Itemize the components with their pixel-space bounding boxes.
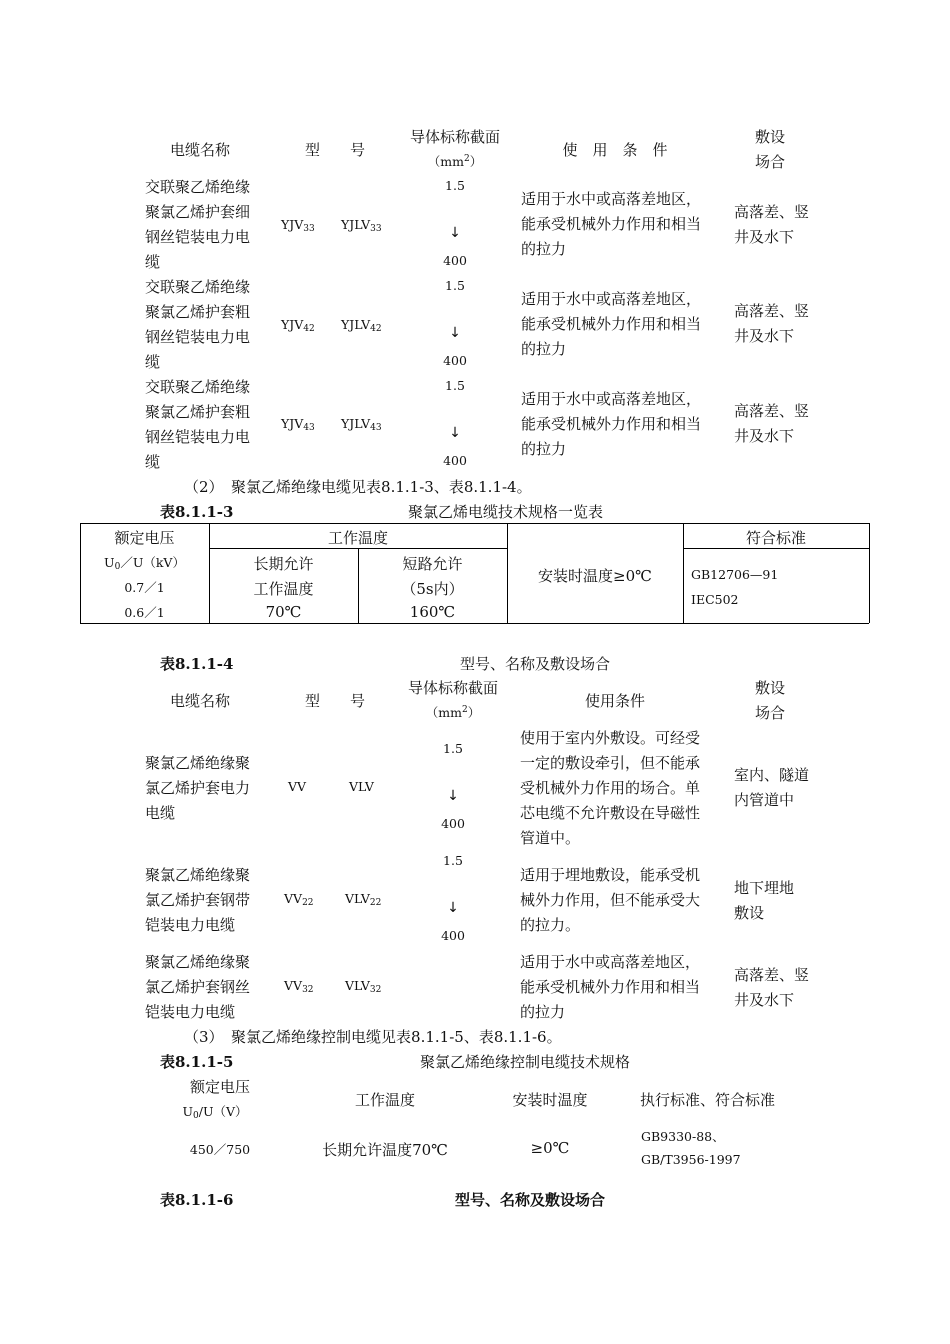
work-temp-header: 工作温度: [354, 1091, 415, 1109]
cable-name-line: 缆: [145, 453, 161, 471]
section-max: 400: [443, 253, 467, 268]
table-border-bottom: [80, 623, 869, 624]
install-temp-value: ≥0℃: [530, 1139, 570, 1157]
section-max: 400: [443, 353, 467, 368]
cable-name-line: 聚氯乙烯绝缘聚: [145, 866, 251, 884]
col-header-place-1: 敷设: [754, 679, 785, 697]
cable-name-line: 聚氯乙烯绝缘聚: [145, 754, 251, 772]
col-header-place-1: 敷设: [754, 128, 785, 146]
place-line: 高落差、竖: [734, 203, 810, 221]
condition-line: 械外力作用，但不能承受大: [520, 891, 701, 909]
table-label-813: 表8.1.1-3: [160, 503, 234, 521]
model-cu: $VV_{32}$: [284, 978, 314, 995]
section-max: 400: [441, 928, 465, 943]
cable-name-line: 交联聚乙烯绝缘: [145, 378, 251, 396]
section-max: 400: [441, 816, 465, 831]
cable-name-line: 交联聚乙烯绝缘: [145, 178, 251, 196]
model-cu: $YJV_{43}$: [281, 416, 315, 433]
cable-name-line: 聚氯乙烯绝缘聚: [145, 953, 251, 971]
work-temp-value: 长期允许温度70℃: [322, 1141, 448, 1159]
section-min: 1.5: [445, 178, 465, 193]
model-al: $YJLV_{42}$: [341, 317, 382, 334]
col-header-name: 电缆名称: [169, 692, 230, 710]
condition-line: 适用于水中或高落差地区，: [520, 953, 701, 971]
condition-line: 芯电缆不允许敷设在导磁性: [520, 804, 701, 822]
col-header-section: 导体标称截面: [407, 679, 498, 697]
condition-line: 的拉力: [521, 240, 567, 258]
table-label-816: 表8.1.1-6: [160, 1191, 234, 1209]
table-border-right: [869, 523, 870, 623]
table-title-814: 型号、名称及敷设场合: [460, 655, 611, 673]
cable-name-line: 聚氯乙烯护套粗: [145, 303, 251, 321]
standard-value: GB12706—91: [691, 567, 779, 582]
col-header-place-2: 场合: [754, 704, 785, 722]
section-min: 1.5: [445, 278, 465, 293]
standard-value: IEC502: [691, 592, 739, 607]
condition-line: 受机械外力作用的场合。单: [520, 779, 701, 797]
place-line: 高落差、竖: [734, 302, 810, 320]
model-al: $VLV_{22}$: [345, 891, 382, 908]
condition-line: 适用于水中或高落差地区，: [521, 290, 702, 308]
condition-line: 能承受机械外力作用和相当: [521, 315, 702, 333]
cable-name-line: 电缆: [145, 804, 176, 822]
section-min: 1.5: [443, 741, 463, 756]
range-arrow-icon: ↓: [447, 788, 459, 804]
voltage-value: 0.6／1: [124, 605, 165, 620]
voltage-unit: $U_0/U(kV)$: [104, 555, 185, 572]
place-line: 敷设: [734, 904, 765, 922]
cable-name-line: 钢丝铠装电力电: [145, 228, 251, 246]
table-label-815: 表8.1.1-5: [160, 1053, 234, 1071]
condition-line: 管道中。: [520, 829, 581, 847]
cable-name-line: 铠装电力电缆: [145, 1003, 236, 1021]
col-header-section: 导体标称截面: [409, 128, 500, 146]
cable-name-line: 聚氯乙烯护套粗: [145, 403, 251, 421]
standard-header: 符合标准: [745, 529, 806, 547]
range-arrow-icon: ↓: [449, 325, 461, 341]
table-title-813: 聚氯乙烯电缆技术规格一览表: [408, 503, 604, 521]
condition-line: 能承受机械外力作用和相当: [520, 978, 701, 996]
voltage-header: 额定电压: [114, 529, 175, 547]
place-line: 内管道中: [734, 791, 795, 809]
condition-line: 的拉力: [520, 1003, 566, 1021]
model-al: $VLV_{32}$: [345, 978, 382, 995]
model-cu: $YJV_{42}$: [281, 317, 315, 334]
standard-value: GB/T3956-1997: [641, 1152, 741, 1167]
long-term-value: 70℃: [265, 603, 302, 621]
col-header-section-unit: $(mm^2)$: [425, 705, 481, 720]
condition-line: 的拉力。: [520, 916, 581, 934]
col-header-conditions: 使用条件: [584, 692, 645, 710]
cable-name-line: 氯乙烯护套钢丝: [145, 978, 251, 996]
range-arrow-icon: ↓: [449, 225, 461, 241]
note-2: （2） 聚氯乙烯绝缘电缆见表8.1.1-3、表8.1.1-4。: [184, 478, 532, 496]
condition-line: 适用于水中或高落差地区，: [521, 390, 702, 408]
model-al: $YJLV_{33}$: [341, 217, 382, 234]
condition-line: 的拉力: [521, 340, 567, 358]
work-temp-header: 工作温度: [327, 529, 388, 547]
voltage-unit: $U_0/U(V)$: [182, 1104, 248, 1121]
section-max: 400: [443, 453, 467, 468]
place-line: 井及水下: [734, 228, 795, 246]
cable-name-line: 钢丝铠装电力电: [145, 328, 251, 346]
section-min: 1.5: [445, 378, 465, 393]
place-line: 高落差、竖: [734, 966, 810, 984]
range-arrow-icon: ↓: [447, 900, 459, 916]
voltage-value: 450／750: [189, 1142, 251, 1157]
place-line: 高落差、竖: [734, 402, 810, 420]
cable-name-line: 缆: [145, 353, 161, 371]
condition-line: 一定的敷设牵引，但不能承: [520, 754, 701, 772]
cable-name-line: 聚氯乙烯护套细: [145, 203, 251, 221]
place-line: 室内、隧道: [734, 766, 810, 784]
short-circuit-label: （5s内）: [401, 580, 464, 598]
install-temp: 安装时温度≥0℃: [538, 567, 652, 585]
col-header-model: 型 号: [304, 141, 365, 159]
col-header-model: 型 号: [304, 692, 365, 710]
col-header-name: 电缆名称: [169, 141, 230, 159]
condition-line: 使用于室内外敷设。可经受: [520, 729, 701, 747]
condition-line: 适用于水中或高落差地区，: [521, 190, 702, 208]
col-header-place-2: 场合: [754, 153, 785, 171]
short-circuit-label: 短路允许: [402, 555, 463, 573]
table-rule: [683, 548, 869, 549]
range-arrow-icon: ↓: [449, 425, 461, 441]
model-cu: $YJV_{33}$: [281, 217, 315, 234]
place-line: 井及水下: [734, 327, 795, 345]
section-min: 1.5: [443, 853, 463, 868]
model-cu: $VV_{22}$: [284, 891, 314, 908]
condition-line: 适用于埋地敷设，能承受机: [520, 866, 701, 884]
cable-name-line: 氯乙烯护套钢带: [145, 891, 251, 909]
col-header-conditions: 使 用 条 件: [562, 141, 668, 159]
install-temp-header: 安装时温度: [512, 1091, 588, 1109]
condition-line: 能承受机械外力作用和相当: [521, 415, 702, 433]
long-term-label: 工作温度: [253, 580, 314, 598]
voltage-value: 0.7／1: [124, 580, 165, 595]
standard-value: GB9330-88、: [641, 1129, 725, 1144]
condition-line: 的拉力: [521, 440, 567, 458]
model-cu: VV: [288, 779, 307, 794]
standard-header: 执行标准、符合标准: [640, 1091, 776, 1109]
cable-name-line: 铠装电力电缆: [145, 916, 236, 934]
note-3: （3） 聚氯乙烯绝缘控制电缆见表8.1.1-5、表8.1.1-6。: [184, 1028, 562, 1046]
table-title-815: 聚氯乙烯绝缘控制电缆技术规格: [420, 1053, 631, 1071]
place-line: 地下埋地: [734, 879, 795, 897]
place-line: 井及水下: [734, 991, 795, 1009]
cable-name-line: 交联聚乙烯绝缘: [145, 278, 251, 296]
cable-name-line: 氯乙烯护套电力: [145, 779, 251, 797]
model-al: VLV: [349, 779, 374, 794]
col-header-section-unit: $(mm^2)$: [427, 154, 483, 169]
place-line: 井及水下: [734, 427, 795, 445]
voltage-header: 额定电压: [189, 1078, 250, 1096]
condition-line: 能承受机械外力作用和相当: [521, 215, 702, 233]
short-circuit-value: 160℃: [409, 603, 456, 621]
table-label-814: 表8.1.1-4: [160, 655, 234, 673]
cable-name-line: 钢丝铠装电力电: [145, 428, 251, 446]
long-term-label: 长期允许: [253, 555, 314, 573]
model-al: $YJLV_{43}$: [341, 416, 382, 433]
table-title-816: 型号、名称及敷设场合: [455, 1191, 606, 1209]
table-border-top: [80, 523, 869, 524]
cable-name-line: 缆: [145, 253, 161, 271]
